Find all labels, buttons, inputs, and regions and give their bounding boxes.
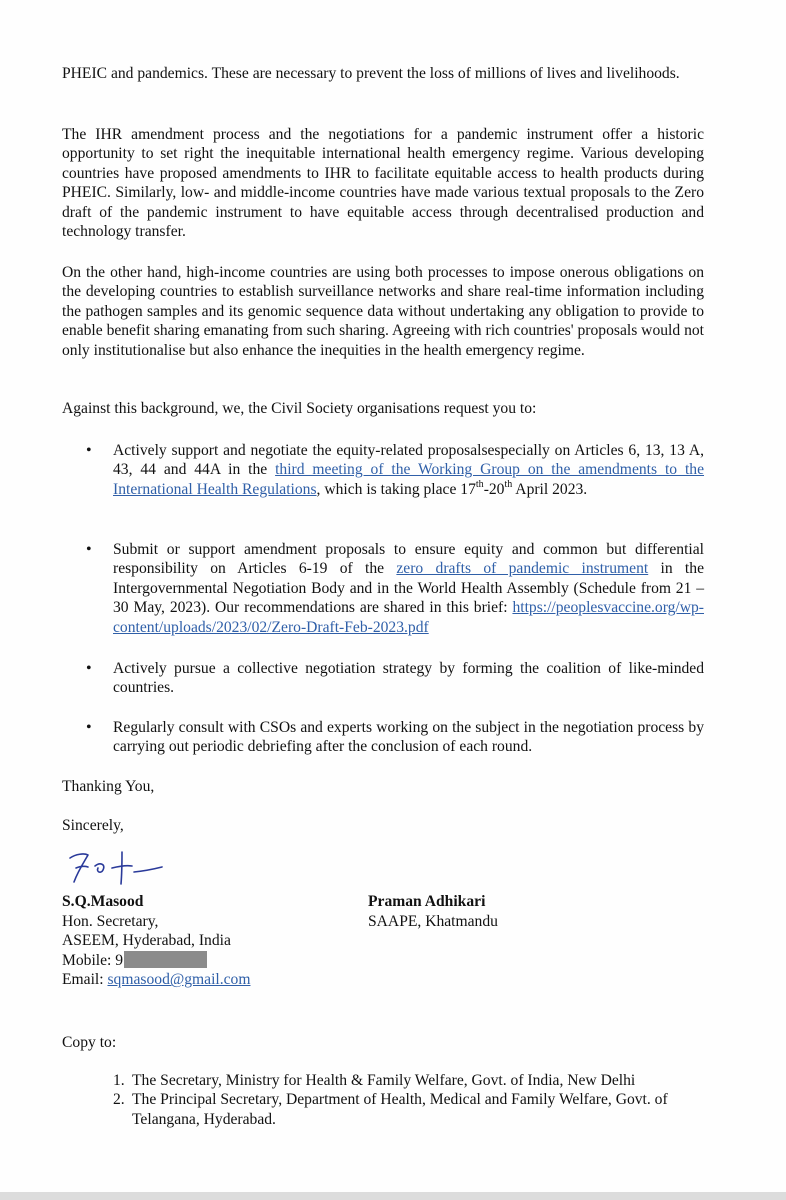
working-group-link[interactable]: third meeting of the Working Group on the amendments to the International Health Regulations: [113, 461, 705, 498]
closing-thanks: Thanking You,: [62, 778, 155, 795]
paragraph-ihr-amendment: The IHR amendment process and the negotiations for a pandemic instrument offer a historic opportunity to set right the inequitable international health emergency regime. Various developing countries have proposed amendments to IHR to facilitate equitable access to health products during PHEIC. Similarly, low- and middle-income countries have made various textual proposals to the Zero draft of the pandemic instrument to have equitable access through decentralised production and technology transfer.: [62, 126, 704, 241]
copy-to-label: Copy to:: [62, 1034, 117, 1051]
list-item: [113, 540, 704, 637]
signatory-name: Praman Adhikari: [368, 893, 486, 910]
copy-item-number: 2.: [113, 1091, 125, 1109]
list-item: • Actively pursue a collective negotiation strategy by forming the coalition of like-minded countries.: [113, 659, 704, 698]
zero-drafts-link[interactable]: zero drafts of pandemic instrument: [396, 560, 649, 578]
list-item: • Regularly consult with CSOs and experts working on the subject in the negotiation process by carrying out periodic debriefing after the conclusion of each round.: [113, 718, 704, 757]
superscript-th: th: [504, 478, 513, 490]
copy-item-number: 1.: [113, 1072, 125, 1089]
brief-url-link[interactable]: https://peoplesvaccine.org/wp-content/uploads/2023/02/Zero-Draft-Feb-2023.pdf: [113, 599, 704, 636]
bullet-1-date: , which is taking place 17: [316, 480, 476, 498]
signatory-email: [62, 970, 250, 990]
signatory-mobile: [62, 951, 250, 971]
signatory-title: Hon. Secretary,: [62, 912, 159, 930]
signatory-name: S.Q.Masood: [62, 893, 144, 910]
copy-item-text: The Principal Secretary, Department of Health, Medical and Family Welfare, Govt. of Telangana, Hyderabad.: [132, 1091, 668, 1128]
bullet-2-text: Submit or support amendment proposals to ensure equity and common but differential responsibility on Articles 6-19 of the: [113, 541, 704, 578]
paragraph-request-intro: Against this background, we, the Civil Society organisations request you to:: [62, 400, 537, 417]
signatory-left: [62, 892, 250, 990]
copy-item-text: The Secretary, Ministry for Health & Family Welfare, Govt. of India, New Delhi: [132, 1072, 636, 1089]
closing-sincerely: Sincerely,: [62, 817, 124, 834]
paragraph-high-income: On the other hand, high-income countries are using both processes to impose onerous obligations on the developing countries to establish surveillance networks and share real-time information including the pathogen samples and its genomic sequence data without undertaking any obligation to provide to enable benefit sharing emanating from such sharing. Agreeing with rich countries' proposals would not only institutionalise but also enhance the inequities in the health emergency regime.: [62, 264, 704, 359]
bullet-1-date-end: -20: [483, 480, 505, 498]
mobile-label: Mobile: 9: [62, 951, 124, 969]
redaction-box: [124, 951, 207, 968]
list-item: [113, 441, 704, 499]
signatory-org: SAAPE, Khatmandu: [368, 912, 498, 930]
email-link[interactable]: sqmasood@gmail.com: [107, 971, 251, 989]
list-item: [113, 1090, 704, 1129]
signatory-right: [368, 892, 498, 931]
bullet-1-text: Actively support and negotiate the equity-related proposalsespecially on Articles 6, 13, 13 A, 43, 44 and 44A in the: [113, 442, 704, 479]
superscript-th: th: [475, 478, 484, 490]
paragraph-pheic: PHEIC and pandemics. These are necessary to prevent the loss of millions of lives and livelihoods.: [62, 65, 680, 82]
signatory-org: ASEEM, Hyderabad, India: [62, 932, 231, 950]
copy-to-list: [113, 1071, 704, 1129]
list-item: [113, 1071, 704, 1090]
bullet-2-text-cont: in the Intergovernmental Negotiation Body and in the World Health Assembly (Schedule from 21 – 30 May, 2023). Our recommendations are shared in this brief:: [113, 560, 704, 617]
handwritten-signature: [62, 844, 172, 890]
email-label: Email:: [62, 971, 108, 989]
page-bottom-edge: [0, 1192, 786, 1200]
bullet-1-month: April 2023.: [512, 480, 588, 498]
